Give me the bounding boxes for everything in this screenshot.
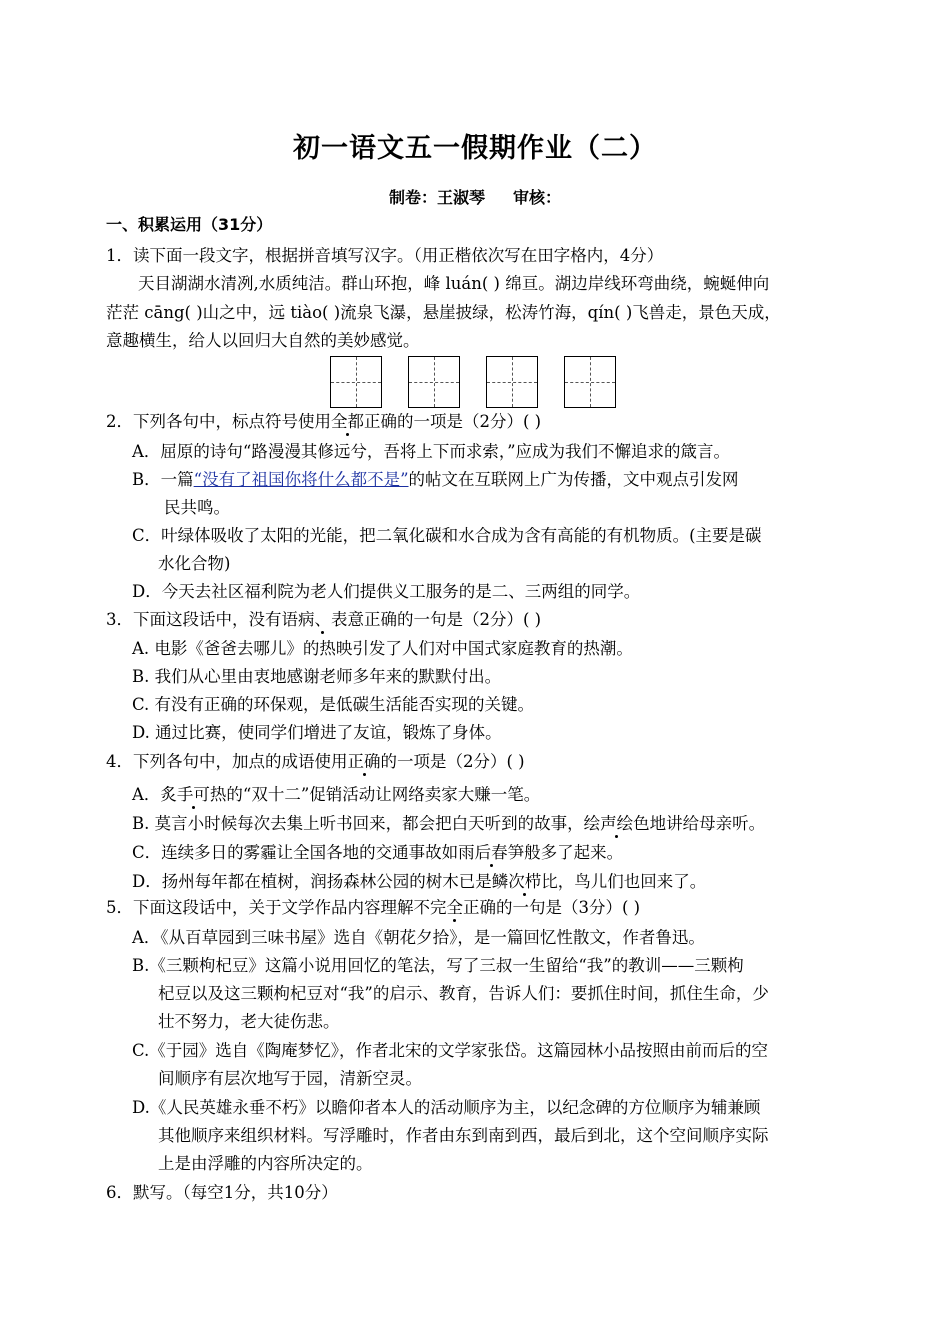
idiom-text: 鳞次栉比 [491, 872, 558, 891]
option-c: C. 有没有正确的环保观，是低碳生活能否实现的关键。 [132, 695, 535, 714]
option-d-cont: 其他顺序来组织材料。写浮雕时，作者由东到南到西，最后到北，这个空间顺序实际 [158, 1126, 769, 1145]
option-c-cont: 水化合物) [158, 554, 231, 573]
emphasis-text: 正确 [347, 752, 381, 771]
option-c: C.《于园》选自《陶庵梦忆》，作者北宋的文学家张岱。这篇园林小品按照由前而后的空 [132, 1041, 769, 1060]
option-c-cont: 间顺序有层次地写于园，清新空灵。 [158, 1069, 422, 1088]
idiom-text: 雨后春笋 [458, 843, 525, 862]
reviewer: 审核： [513, 188, 562, 207]
option-d-cont: 上是由浮雕的内容所决定的。 [158, 1154, 373, 1173]
q1-stem: 1．读下面一段文字，根据拼音填写汉字。（用正楷依次写在田字格内，4分） [106, 246, 664, 265]
q3-stem: 3．下面这段话中，没有语病、表意正确的一句是（2分）( ) [106, 610, 542, 629]
option-b: B. 我们从心里由衷地感谢老师多年来的默默付出。 [132, 667, 502, 686]
option-c: C．连续多日的雾霾让全国各地的交通事故如雨后春笋般多了起来。 [132, 843, 624, 862]
grid-cell[interactable] [564, 356, 616, 408]
option-b-cont: 壮不努力，老大徒伤悲。 [158, 1012, 340, 1031]
author-line [0, 185, 950, 208]
option-b-cont: 杞豆以及这三颗枸杞豆对“我”的启示、教育，告诉人们：要抓住时间，抓住生命，少 [158, 984, 769, 1003]
option-a: A．炙手可热的“双十二”促销活动让网络卖家大赚一笔。 [132, 785, 541, 804]
option-a: A. 电影《爸爸去哪儿》的热映引发了人们对中国式家庭教育的热潮。 [132, 639, 633, 658]
option-b: B. 莫言小时候每次去集上听书回来，都会把白天听到的故事，绘声绘色地讲给母亲听。 [132, 814, 766, 833]
option-a: A．《从百草园到三味书屋》选自《朝花夕拾》，是一篇回忆性散文，作者鲁迅。 [132, 928, 705, 947]
q6-stem: 6．默写。（每空1分，共10分） [106, 1183, 338, 1202]
grid-cell[interactable] [330, 356, 382, 408]
option-c: C．叶绿体吸收了太阳的光能，把二氧化碳和水合成为含有高能的有机物质。(主要是碳 [132, 526, 762, 545]
idiom-text: 炙手可热 [160, 785, 227, 804]
q4-stem: 4．下列各句中，加点的成语使用正确的一项是（2分）( ) [106, 752, 525, 771]
option-d: D. 通过比赛，使同学们增进了友谊，锻炼了身体。 [132, 723, 502, 742]
emphasis-text: 没有语病、表意正确 [248, 610, 397, 629]
author: 制卷：王淑琴 [388, 188, 485, 207]
option-d: D．扬州每年都在植树，润扬森林公园的树木已是鳞次栉比，鸟儿们也回来了。 [132, 872, 707, 891]
page-title: 初一语文五一假期作业（二） [293, 133, 657, 164]
q1-passage-line: 茫茫 cāng( )山之中，远 tiào( )流泉飞瀑，悬崖披绿，松涛竹海，qín( )飞兽走，景色天成， [106, 303, 781, 322]
q2-stem: 2．下列各句中，标点符号使用全都正确的一项是（2分）( ) [106, 412, 542, 431]
option-a: A．屈原的诗句“路漫漫其修远兮，吾将上下而求索，”应成为我们不懈追求的箴言。 [132, 442, 731, 461]
emphasis-text: 全都 [331, 412, 364, 431]
q1-passage-line: 天目湖湖水清冽,水质纯洁。群山环抱，峰 luán( ) 绵亘。湖边岸线环弯曲绕，蜿蜒伸向 [138, 274, 770, 293]
option-d: D．今天去社区福利院为老人们提供义工服务的是二、三两组的同学。 [132, 582, 641, 601]
emphasis-text: 不完全正确 [413, 898, 496, 917]
option-b: B．一篇“没有了祖国你将什么都不是”的帖文在互联网上广为传播，文中观点引发网 [132, 470, 739, 489]
section-heading: 一、积累运用（31分） [106, 215, 273, 234]
hyperlink[interactable]: “没有了祖国你将什么都不是” [193, 470, 409, 489]
q5-stem: 5．下面这段话中，关于文学作品内容理解不完全正确的一句是（3分）( ) [106, 898, 641, 917]
option-d: D.《人民英雄永垂不朽》以瞻仰者本人的活动顺序为主，以纪念碑的方位顺序为辅兼顾 [132, 1098, 761, 1117]
idiom-text: 绘声绘色 [583, 814, 650, 833]
option-b: B.《三颗枸杞豆》这篇小说用回忆的笔法，写了三叔一生留给“我”的教训——三颗枸 [132, 956, 744, 975]
grid-cell[interactable] [486, 356, 538, 408]
option-b-cont: 民共鸣。 [164, 498, 230, 517]
grid-cell[interactable] [408, 356, 460, 408]
q1-passage-line: 意趣横生，给人以回归大自然的美妙感觉。 [106, 331, 420, 350]
